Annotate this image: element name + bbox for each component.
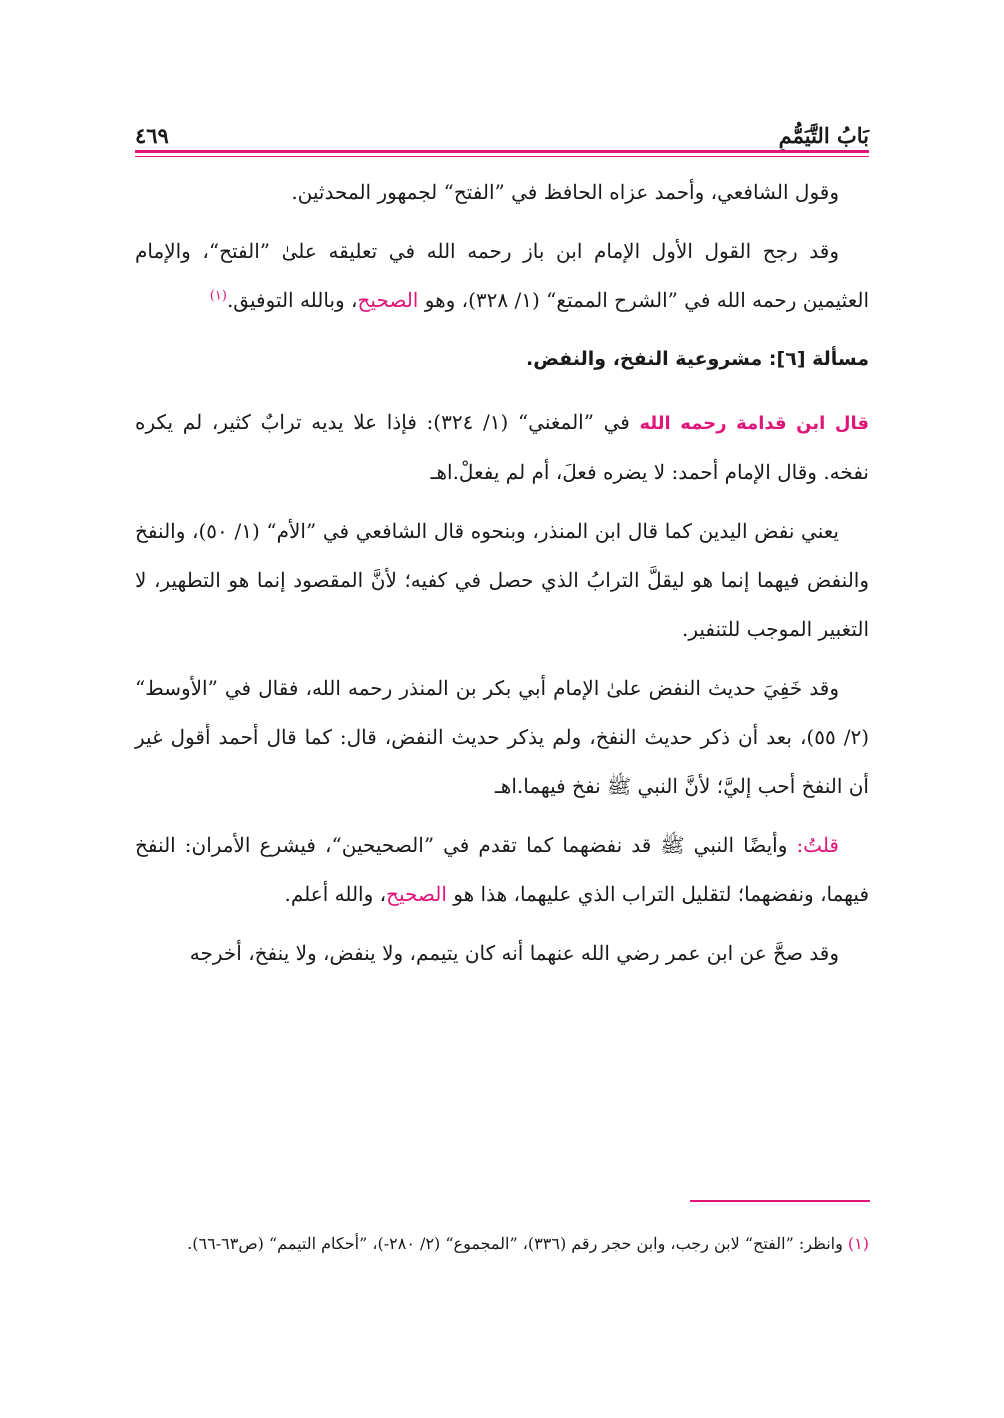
paragraph-3-text: في ”المغني“ (١/ ٣٢٤): فإذا علا يديه ترابٌ كثير، لم يكره نفخه. وقال الإمام أحمد: لا يضره فعلَ، أم لم يفعلْ.اهـ — [135, 410, 869, 484]
chapter-title: بَابُ التَّيَمُّمِ — [778, 123, 869, 148]
paragraph-2-text-b: ، وبالله التوفيق. — [226, 288, 358, 312]
issue-heading — [135, 335, 869, 384]
footnote-reference[interactable]: (١) — [209, 288, 227, 304]
paragraph-2 — [135, 227, 869, 325]
quote-source: قال ابن قدامة رحمه الله — [639, 413, 870, 434]
page-body — [135, 168, 869, 988]
paragraph-6-text-b: ، والله أعلم. — [284, 882, 387, 906]
paragraph-6 — [135, 821, 869, 919]
page-header — [135, 108, 869, 148]
issue-title: مشروعية النفخ، والنفض. — [526, 348, 763, 370]
author-note-lead: قلتُ: — [796, 833, 839, 857]
footnote — [135, 1230, 869, 1258]
header-rule-thick — [135, 150, 869, 153]
footnote-marker: (١) — [847, 1234, 869, 1253]
issue-label: مسألة [٦]: — [768, 348, 869, 370]
highlight-sahih-2: الصحيح — [386, 882, 447, 906]
paragraph-5: وقد خَفِيَ حديث النفض علىٰ الإمام أبي بكر بن المنذر رحمه الله، فقال في ”الأوسط“ (٢/ ٥٥)، بعد أن ذكر حديث النفخ، ولم يذكر حديث النفض، قال: كما قال أحمد أقول غير أن النفخ أحب إليَّ؛ لأنَّ النبي ﷺ نفخ فيهما.اهـ — [135, 676, 869, 798]
paragraph-6-text-a: وأيضًا النبي ﷺ قد نفضهما كما تقدم في ”الصحيحين“، فيشرع الأمران: النفخ فيهما، ونفضهما؛ لتقليل التراب الذي عليهما، هذا هو — [135, 833, 869, 906]
paragraph-4: يعني نفض اليدين كما قال ابن المنذر، وبنحوه قال الشافعي في ”الأم“ (١/ ٥٠)، والنفخ والنفض فيهما إنما هو ليقلَّ الترابُ الذي حصل في كفيه؛ لأنَّ المقصود إنما هو التطهير، لا التغبير الموجب للتنفير. — [135, 519, 869, 641]
paragraph-7: وقد صحَّ عن ابن عمر رضي الله عنهما أنه كان يتيمم، ولا ينفض، ولا ينفخ، أخرجه — [189, 941, 839, 965]
footnote-divider — [690, 1200, 870, 1202]
paragraph-3 — [135, 398, 869, 497]
highlight-sahih: الصحيح — [357, 288, 419, 312]
page-number: ٤٦٩ — [135, 123, 169, 148]
header-rule-thin — [135, 156, 869, 157]
paragraph-2-text-a: وقد رجح القول الأول الإمام ابن باز رحمه الله في تعليقه علىٰ ”الفتح“، والإمام العثيمين رحمه الله في ”الشرح الممتع“ (١/ ٣٢٨)، وهو — [135, 239, 869, 312]
footnote-text: وانظر: ”الفتح“ لابن رجب، وابن حجر رقم (٣٣٦)، ”المجموع“ (٢/ ٢٨٠-)، ”أحكام التيمم“ (ص٦٣-٦٦). — [187, 1234, 848, 1253]
paragraph-1: وقول الشافعي، وأحمد عزاه الحافظ في ”الفتح“ لجمهور المحدثين. — [291, 180, 839, 204]
